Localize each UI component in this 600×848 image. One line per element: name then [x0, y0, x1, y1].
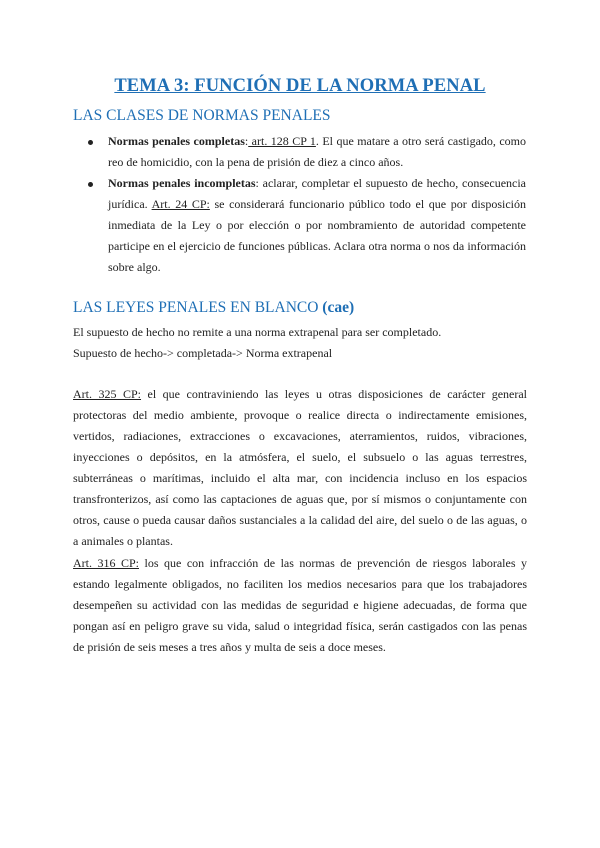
list-item-incompletas — [80, 173, 526, 278]
document-title: TEMA 3: FUNCIÓN DE LA NORMA PENAL — [114, 76, 486, 96]
paragraph-supuesto: El supuesto de hecho no remite a una norma extrapenal para ser completado. — [73, 325, 442, 339]
article-ref-316: Art. 316 CP: — [73, 556, 139, 570]
definition-incompletas: : aclarar, completar el supuesto de hecho, consecuencia jurídica. — [108, 176, 527, 211]
section-heading-clases: LAS CLASES DE NORMAS PENALES — [73, 107, 331, 124]
article-325-text: el que contraviniendo las leyes u otras disposiciones de carácter general protectoras del medio ambiente, provoque o realice directa o indirectamente emisiones, vertidos, radiaciones, extracciones o excavaciones, aterramientos, ruidos, vibraciones, inyecciones o depósitos, en la atmósfera, el suelo, el subsuelo o las aguas terrestres, subterráneas o marítimas, incluido el alta mar, con incidencia incluso en los espacios transfronterizos, así como las captaciones de aguas que, por sí mismos o conjuntamente con otros, cause o pueda causar daños sustanciales a la calidad del aire, del suelo o de las aguas, o a animales o plantas. — [73, 387, 528, 548]
article-24-text: se considerará funcionario público todo el que por disposición inmediata de la Ley o por elección o por nombramiento de autoridad competente participe en el ejercicio de funciones públicas. Aclara otra norma o nos da información sobre algo. — [108, 197, 526, 274]
article-316-text: los que con infracción de las normas de prevención de riesgos laborales y estando legalmente obligados, no faciliten los medios necesarios para que los trabajadores desempeñen su actividad con las medidas de seguridad e higiene adecuadas, de forma que pongan así en peligro grave su vida, salud o integridad física, serán castigados con las penas de prisión de seis meses a tres años y multa de seis a doce meses. — [73, 556, 527, 654]
bullet-icon — [88, 140, 93, 145]
bullet-icon — [88, 182, 93, 187]
paragraph-flow: Supuesto de hecho-> completada-> Norma extrapenal — [73, 346, 333, 360]
term-incompletas: Normas penales incompletas — [108, 176, 256, 190]
article-325-paragraph — [73, 384, 527, 552]
norm-types-list — [80, 131, 526, 278]
heading-suffix: (cae) — [322, 299, 355, 316]
section-heading-leyes-blanco: LAS LEYES PENALES EN BLANCO (cae) — [73, 299, 355, 316]
article-316-paragraph — [73, 553, 527, 658]
article-ref-24: Art. 24 CP: — [151, 197, 210, 211]
article-ref-128: art. 128 CP 1 — [248, 134, 316, 148]
definition-completas: . El que matare a otro será castigado, como reo de homicidio, con la pena de prisión de diez a cinco años. — [108, 134, 527, 169]
term-completas: Normas penales completas — [108, 134, 245, 148]
list-item-completas: Normas penales completas: art. 128 CP 1. El que matare a otro será castigado, como reo de homicidio, con la pena de prisión de diez a cinco años. — [80, 131, 526, 173]
article-ref-325: Art. 325 CP: — [73, 387, 142, 401]
